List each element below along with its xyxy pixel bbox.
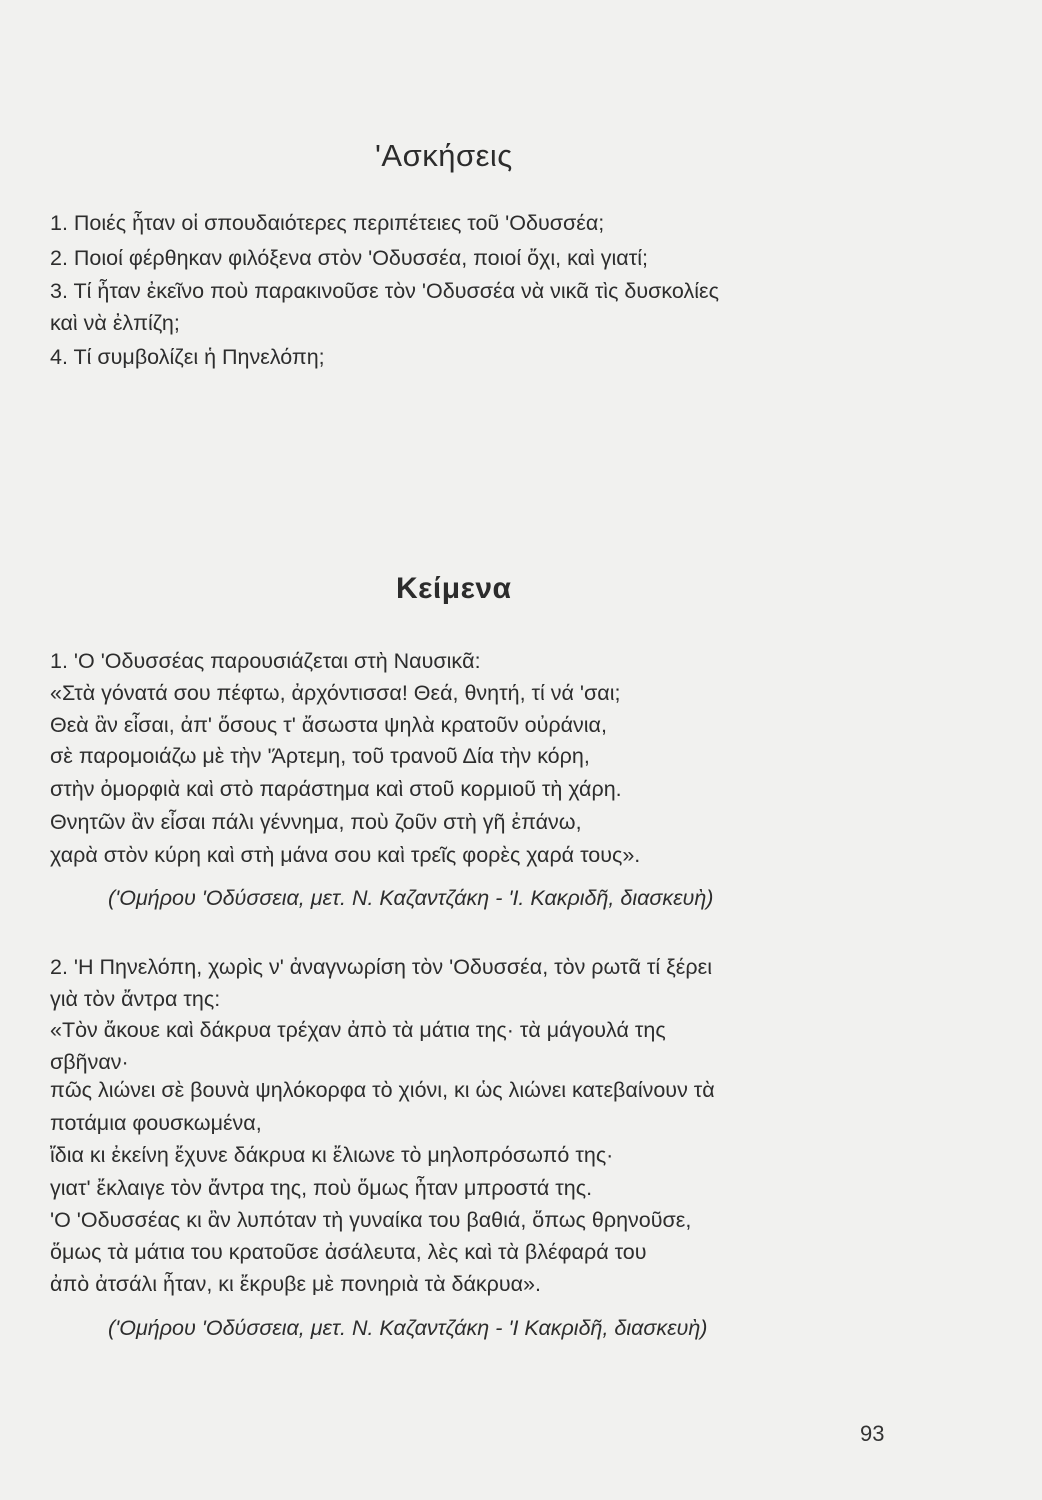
passage2-citation: ('Ομήρου 'Οδύσσεια, μετ. Ν. Καζαντζάκη - 'Ι Κακριδῆ, διασκευὴ): [108, 1316, 708, 1340]
exercise-line: καὶ νὰ ἐλπίζη;: [50, 311, 180, 335]
passage1-line: σὲ παρομοιάζω μὲ τὴν 'Άρτεμη, τοῦ τρανοῦ Δία τὴν κόρη,: [50, 744, 590, 768]
passage1-line: στὴν ὀμορφιὰ καὶ στὸ παράστημα καὶ στοῦ κορμιοῦ τὴ χάρη.: [50, 777, 622, 801]
passage1-citation: ('Ομήρου 'Οδύσσεια, μετ. Ν. Καζαντζάκη - 'Ι. Κακριδῆ, διασκευὴ): [108, 886, 714, 910]
passage1-line: Θεὰ ἂν εἶσαι, ἀπ' ὅσους τ' ἄσωστα ψηλὰ κρατοῦν οὐράνια,: [50, 713, 607, 737]
exercise-line: 4. Τί συμβολίζει ἡ Πηνελόπη;: [50, 345, 325, 369]
exercise-line: 1. Ποιές ἦταν οἱ σπουδαιότερες περιπέτειες τοῦ 'Οδυσσέα;: [50, 211, 605, 235]
passage1-line: Θνητῶν ἂν εἶσαι πάλι γέννημα, ποὺ ζοῦν στὴ γῆ ἐπάνω,: [50, 810, 582, 834]
passage1-line: 1. 'Ο 'Οδυσσέας παρουσιάζεται στὴ Ναυσικᾶ:: [50, 649, 481, 673]
passage2-line: γιὰ τὸν ἄντρα της:: [50, 987, 221, 1011]
passage2-line: πῶς λιώνει σὲ βουνὰ ψηλόκορφα τὸ χιόνι, κι ὡς λιώνει κατεβαίνουν τὰ: [50, 1078, 715, 1102]
passage2-line: σβῆναν·: [50, 1050, 129, 1074]
passage2-line: 2. 'Η Πηνελόπη, χωρὶς ν' ἀναγνωρίση τὸν 'Οδυσσέα, τὸν ρωτᾶ τί ξέρει: [50, 955, 712, 979]
passage2-line: ἴδια κι ἐκείνη ἔχυνε δάκρυα κι ἔλιωνε τὸ μηλοπρόσωπό της·: [50, 1143, 614, 1167]
exercise-line: 2. Ποιοί φέρθηκαν φιλόξενα στὸν 'Οδυσσέα, ποιοί ὄχι, καὶ γιατί;: [50, 246, 648, 270]
passage2-line: 'Ο 'Οδυσσέας κι ἂν λυπόταν τὴ γυναίκα του βαθιά, ὅπως θρηνοῦσε,: [50, 1208, 692, 1232]
exercises-heading: 'Ασκήσεις: [375, 138, 513, 173]
passage2-line: ἀπὸ ἀτσάλι ἦταν, κι ἔκρυβε μὲ πονηριὰ τὰ δάκρυα».: [50, 1272, 541, 1296]
page-number: 93: [860, 1421, 885, 1446]
passage2-line: ὅμως τὰ μάτια του κρατοῦσε ἀσάλευτα, λὲς καὶ τὰ βλέφαρά του: [50, 1240, 647, 1264]
passage2-line: «Τὸν ἄκουε καὶ δάκρυα τρέχαν ἀπὸ τὰ μάτια της· τὰ μάγουλά της: [50, 1018, 666, 1042]
passage1-line: χαρὰ στὸν κύρη καὶ στὴ μάνα σου καὶ τρεῖς φορὲς χαρά τους».: [50, 843, 641, 867]
texts-heading: Κείμενα: [396, 572, 512, 605]
exercise-line: 3. Τί ἦταν ἐκεῖνο ποὺ παρακινοῦσε τὸν 'Οδυσσέα νὰ νικᾶ τὶς δυσκολίες: [50, 279, 719, 303]
passage2-line: ποτάμια φουσκωμένα,: [50, 1111, 262, 1135]
passage2-line: γιατ' ἔκλαιγε τὸν ἄντρα της, ποὺ ὅμως ἦταν μπροστά της.: [50, 1176, 593, 1200]
passage1-line: «Στὰ γόνατά σου πέφτω, ἀρχόντισσα! Θεά, θνητή, τί νά 'σαι;: [50, 681, 621, 705]
